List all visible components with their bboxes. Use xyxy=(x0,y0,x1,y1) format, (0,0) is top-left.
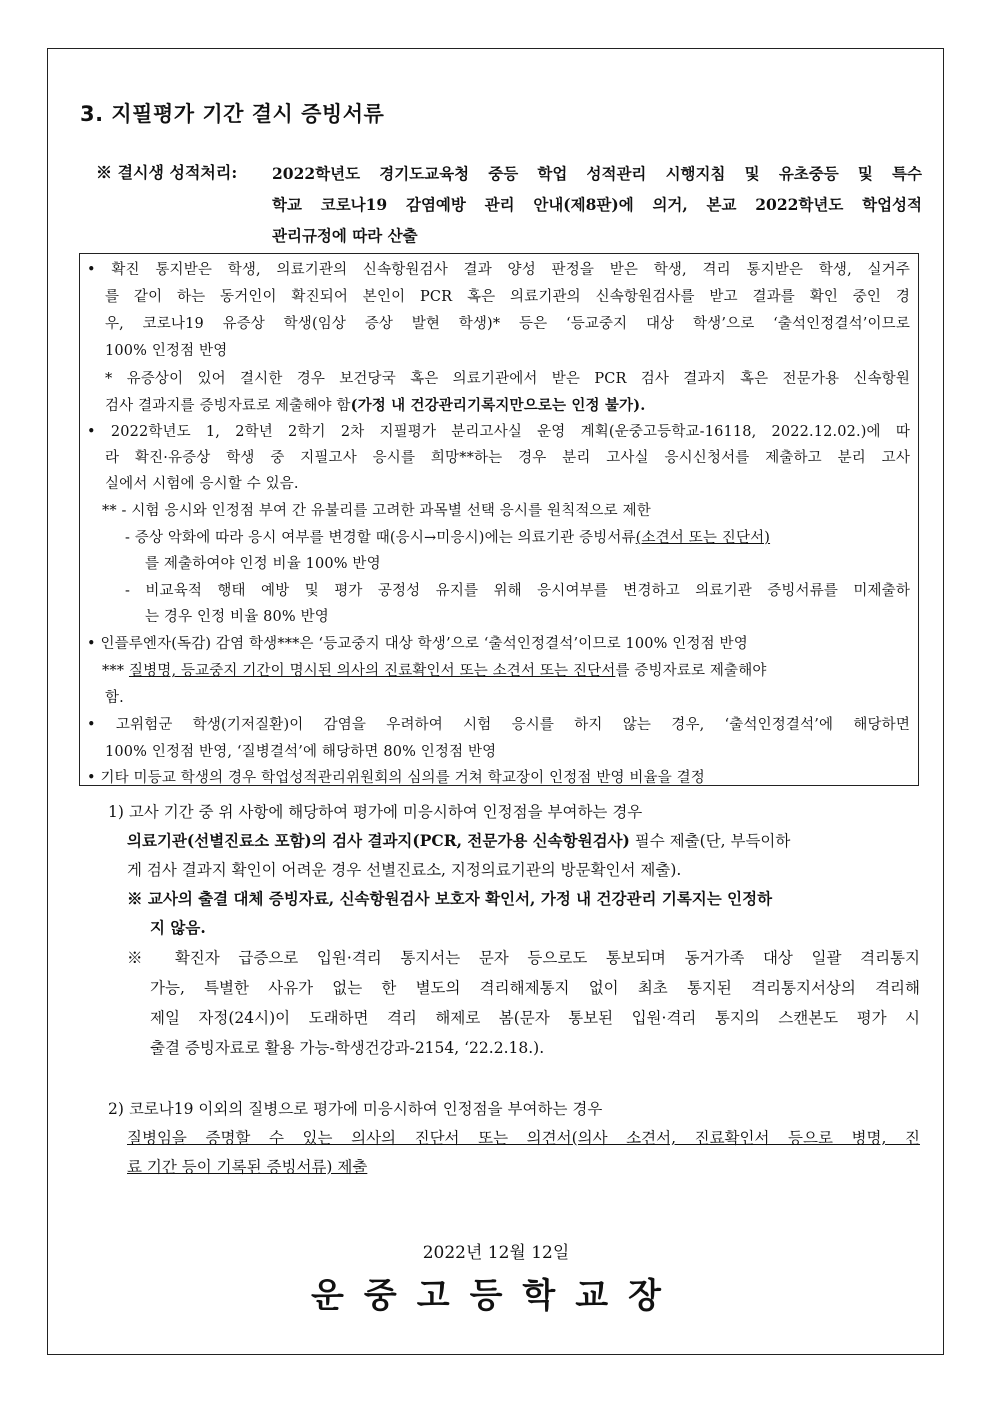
box-line: 검사 결과지를 증빙자료로 제출해야 함(가정 내 건강관리기록지만으로는 인정 불가). xyxy=(105,397,646,414)
sec2-title: 2) 코로나19 이외의 질병으로 평가에 미응시하여 인정점을 부여하는 경우 xyxy=(108,1100,603,1118)
box-line: 를 같이 하는 동거인이 확진되어 본인이 PCR 혹은 의료기관의 신속항원검사를 받고 결과를 확인 중인 경 xyxy=(105,289,910,305)
sec1-line: 게 검사 결과지 확인이 어려운 경우 선별진료소, 지정의료기관의 방문확인서 제출). xyxy=(127,861,682,879)
note-line: 관리규정에 따라 산출 xyxy=(272,226,418,245)
box-line: • 인플루엔자(독감) 감염 학생***은 ‘등교중지 대상 학생’으로 ‘출석인정결석’이므로 100% 인정점 반영 xyxy=(87,636,748,652)
sec1-note: 지 않음. xyxy=(150,918,206,937)
sec2-line: 료 기간 등이 기록된 증빙서류) 제출 xyxy=(127,1158,368,1176)
box-line: 100% 인정점 반영 xyxy=(105,343,228,359)
box-line: 100% 인정점 반영, ‘질병결석’에 해당하면 80% 인정점 반영 xyxy=(105,744,497,760)
box-line: 라 확진·유증상 학생 중 지필고사 응시를 희망**하는 경우 분리 고사실 응시신청서를 제출하고 분리 고사 xyxy=(105,450,910,466)
box-line: 우, 코로나19 유증상 학생(임상 증상 발현 학생)* 등은 ‘등교중지 대상 학생’으로 ‘출석인정결석’이므로 xyxy=(105,316,910,332)
box-line: 를 제출하여야 인정 비율 100% 반영 xyxy=(145,556,381,572)
section-heading: 3. 지필평가 기간 결시 증빙서류 xyxy=(80,102,385,126)
sec2-line: 질병임을 증명할 수 있는 의사의 진단서 또는 의견서(의사 소견서, 진료확인서 등으로 병명, 진 xyxy=(127,1129,920,1147)
box-line: • 고위험군 학생(기저질환)이 감염을 우려하여 시험 응시를 하지 않는 경우, ‘출석인정결석’에 해당하면 xyxy=(87,717,910,733)
box-line: 는 경우 인정 비율 80% 반영 xyxy=(145,609,329,625)
sec1-title: 1) 고사 기간 중 위 사항에 해당하여 평가에 미응시하여 인정점을 부여하는 경우 xyxy=(108,803,643,821)
note-line: 2022학년도 경기도교육청 중등 학업 성적관리 시행지침 및 유초중등 및 특수 xyxy=(272,164,922,183)
school-principal: 운중고등학교장 xyxy=(311,1276,681,1316)
box-line: 함. xyxy=(105,690,124,706)
box-line: • 2022학년도 1, 2학년 2학기 2차 지필평가 분리고사실 운영 계획(운중고등학교-16118, 2022.12.02.)에 따 xyxy=(87,424,910,440)
box-line: • 기타 미등교 학생의 경우 학업성적관리위원회의 심의를 거쳐 학교장이 인정점 반영 비율을 결정 xyxy=(87,770,705,786)
sec1-note: ※ 확진자 급증으로 입원·격리 통지서는 문자 등으로도 통보되며 동거가족 대상 일괄 격리통지 xyxy=(127,949,920,967)
sec1-note: 가능, 특별한 사유가 없는 한 별도의 격리해제통지 없이 최초 통지된 격리통지서상의 격리해 xyxy=(150,979,920,997)
box-line: - 비교육적 행태 예방 및 평가 공정성 유지를 위해 응시여부를 변경하고 의료기관 증빙서류를 미제출하 xyxy=(125,583,910,599)
box-line: *** 질병명, 등교중지 기간이 명시된 의사의 진료확인서 또는 소견서 또는 진단서를 증빙자료로 제출해야 xyxy=(102,663,767,679)
note-text xyxy=(272,158,922,251)
sec1-note: ※ 교사의 출결 대체 증빙자료, 신속항원검사 보호자 확인서, 가정 내 건강관리 기록지는 인정하 xyxy=(127,889,773,908)
box-line: • 확진 통지받은 학생, 의료기관의 신속항원검사 결과 양성 판정을 받은 학생, 격리 통지받은 학생, 실거주 xyxy=(87,262,910,278)
box-line: ** - 시험 응시와 인정점 부여 간 유불리를 고려한 과목별 선택 응시를 원칙적으로 제한 xyxy=(102,503,651,519)
sec1-note: 제일 자정(24시)이 도래하면 격리 해제로 봄(문자 통보된 입원·격리 통지의 스캔본도 평가 시 xyxy=(150,1009,920,1027)
document-date: 2022년 12월 12일 xyxy=(422,1243,570,1263)
box-line: 실에서 시험에 응시할 수 있음. xyxy=(105,476,299,492)
sec1-line: 의료기관(선별진료소 포함)의 검사 결과지(PCR, 전문가용 신속항원검사) 필수 제출(단, 부득이하 xyxy=(127,831,791,850)
note-label: ※ 결시생 성적처리: xyxy=(96,163,238,182)
box-line: - 증상 악화에 따라 응시 여부를 변경할 때(응시→미응시)에는 의료기관 증빙서류(소견서 또는 진단서) xyxy=(125,530,771,546)
box-line: * 유증상이 있어 결시한 경우 보건당국 혹은 의료기관에서 받은 PCR 검사 결과지 혹은 전문가용 신속항원 xyxy=(105,371,910,387)
sec1-note: 출결 증빙자료로 활용 가능-학생건강과-2154, ‘22.2.18.). xyxy=(150,1039,545,1057)
note-line: 학교 코로나19 감염예방 관리 안내(제8판)에 의거, 본교 2022학년도 학업성적 xyxy=(272,195,922,214)
